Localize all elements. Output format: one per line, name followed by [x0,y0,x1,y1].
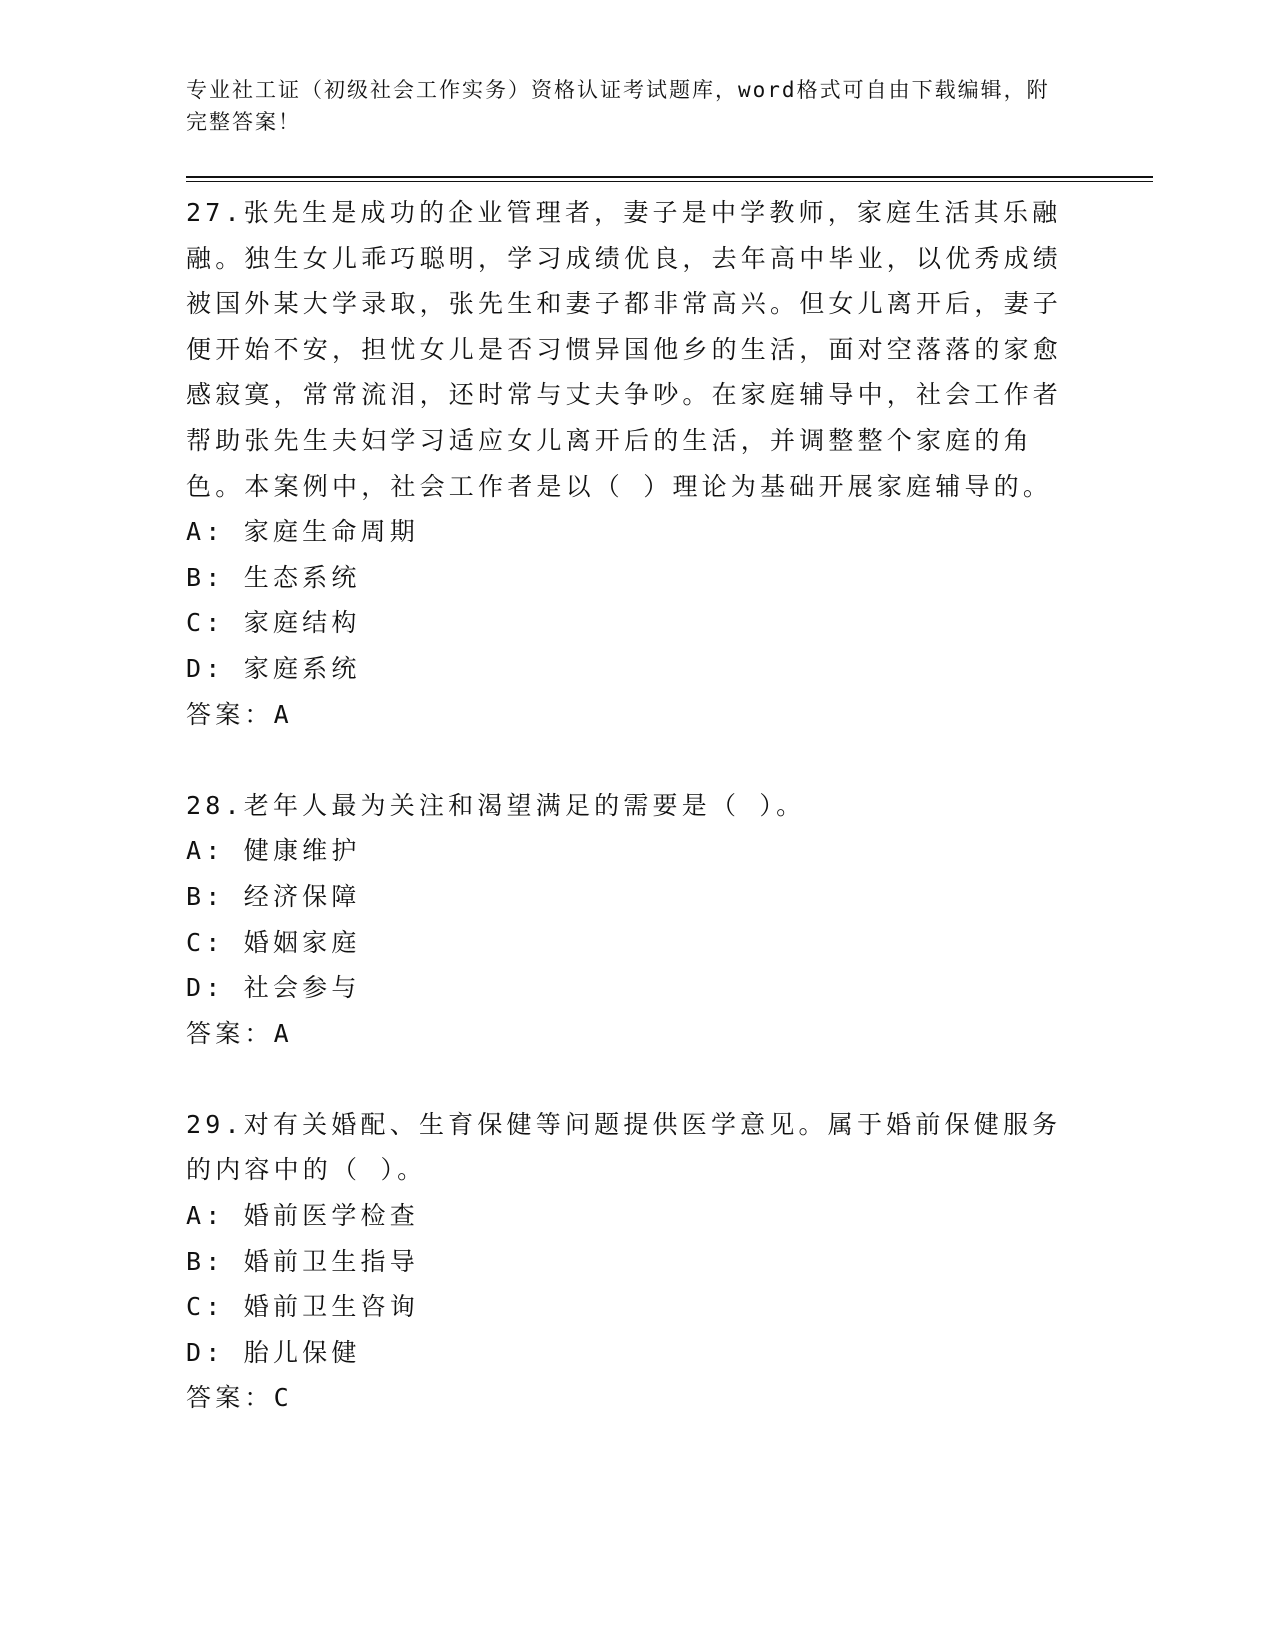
option-d: D: 家庭系统 [186,653,361,683]
question-stem: 28.老年人最为关注和渴望满足的需要是（ ）。 [186,790,806,820]
option-a: A: 健康维护 [186,836,361,866]
header-rule-thin [186,181,1153,182]
answer: 答案：A [186,699,293,729]
option-d: D: 胎儿保健 [186,1337,361,1367]
option-b: B: 生态系统 [186,562,361,592]
option-d: D: 社会参与 [186,973,361,1003]
answer: 答案：C [186,1383,293,1413]
page-header: 专业社工证（初级社会工作实务）资格认证考试题库，word格式可自由下载编辑，附完整答案！ [186,78,1050,134]
option-a: A: 家庭生命周期 [186,517,419,547]
option-c: C: 婚姻家庭 [186,927,361,957]
question-stem: 29.对有关婚配、生育保健等问题提供医学意见。属于婚前保健服务的内容中的（ ）。 [186,1109,1062,1185]
question-spacer [186,1056,1086,1102]
option-b: B: 经济保障 [186,881,361,911]
header-rule-thick [186,176,1153,178]
option-c: C: 家庭结构 [186,608,361,638]
question-27 [186,190,1086,737]
option-b: B: 婚前卫生指导 [186,1246,419,1276]
question-list [186,190,1086,1421]
answer: 答案：A [186,1018,293,1048]
question-28 [186,783,1086,1057]
option-a: A: 婚前医学检查 [186,1201,419,1231]
question-spacer [186,737,1086,783]
question-stem: 27.张先生是成功的企业管理者，妻子是中学教师，家庭生活其乐融融。独生女儿乖巧聪明，学习成绩优良，去年高中毕业，以优秀成绩被国外某大学录取，张先生和妻子都非常高兴。但女儿离开后，妻子便开始不安，担忧女儿是否习惯异国他乡的生活，面对空落落的家愈感寂寞，常常流泪，还时常与丈夫争吵。在家庭辅导中，社会工作者帮助张先生夫妇学习适应女儿离开后的生活，并调整整个家庭的角色。本案例中，社会工作者是以（ ）理论为基础开展家庭辅导的。 [186,198,1063,501]
option-c: C: 婚前卫生咨询 [186,1292,419,1322]
question-29 [186,1102,1086,1421]
